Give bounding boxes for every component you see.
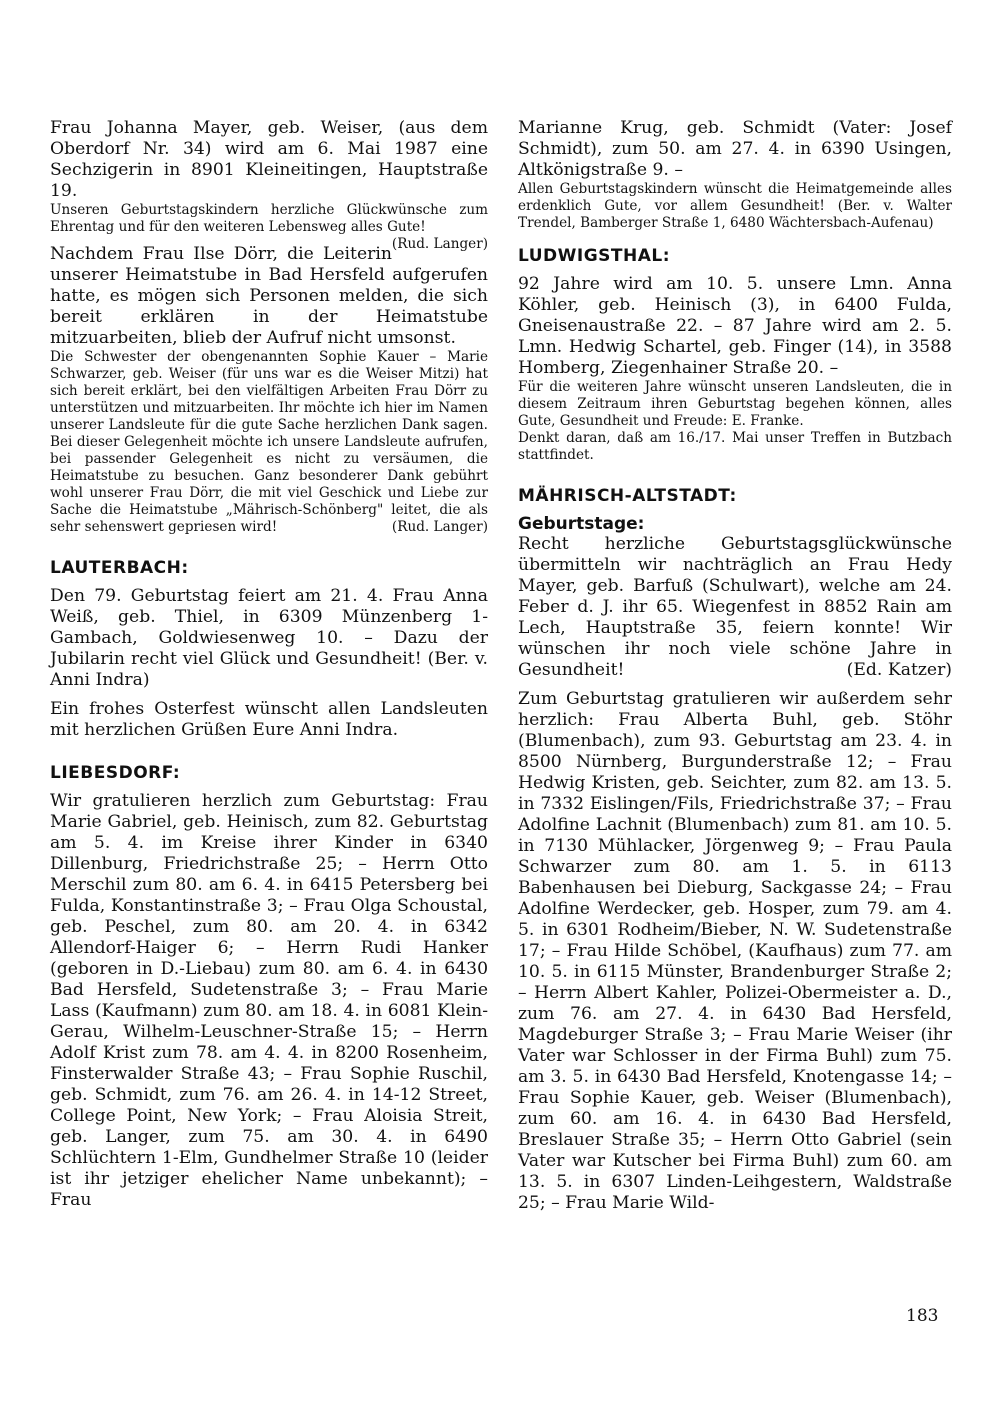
paragraph-butzbach-meeting: Denkt daran, daß am 16./17. Mai unser Treffen in Butzbach stattfindet.: [518, 430, 952, 463]
section-heading-lauterbach: LAUTERBACH:: [50, 558, 189, 578]
paragraph-altstadt-birthdays: Zum Geburtstag gratulieren wir außerdem sehr herzlich: Frau Alberta Buhl, geb. Stöhr (Blumenbach), zum 93. Geburtstag am 23. 4. in 8500 Nürnberg, Burgunderstraße 12; – Frau Hedwig Kristen, geb. Seichter, zum 82. am 13. 5. in 7332 Eislingen/Fils, Friedrichstraße 37; – Frau Adolfine Lachnit (Blumenbach) zum 81. am 10. 5. in 7130 Mühlacker, Jörgenweg 9; – Frau Paula Schwarzer zum 80. am 1. 5. in 6113 Babenhausen bei Dieburg, Sackgasse 24; – Frau Adolfine Werdecker, geb. Hosper, zum 79. am 4. 5. in 6301 Rodheim/Bieber, N. W. Sudetenstraße 17; – Frau Hilde Schöbel, (Kaufhaus) zum 77. am 10. 5. in 6115 Münster, Brandenburger Straße 2; – Herrn Albert Kahler, Polizei-Obermeister a. D., zum 76. am 27. 4. in 6430 Bad Hersfeld, Magdeburger Straße 3; – Frau Marie Weiser (ihr Vater war Schlosser in der Firma Buhl) zum 75. am 3. 5. in 6430 Bad Hersfeld, Knotengasse 14; – Frau Sophie Kauer, geb. Weiser (Blumenbach), zum 60. am 16. 4. in 6430 Bad Hersfeld, Breslauer Straße 35; – Herrn Otto Gabriel (sein Vater war Kutscher bei Firma Buhl) zum 60. am 13. 5. in 6307 Linden-Leihgestern, Waldstraße 25; – Frau Marie Wild-: [518, 689, 952, 1213]
section-heading-liebesdorf: LIEBESDORF:: [50, 763, 181, 783]
signature-ed-katzer: (Ed. Katzer): [846, 660, 952, 680]
section-heading-ludwigsthal: LUDWIGSTHAL:: [518, 246, 671, 266]
paragraph-franke-wishes: Für die weiteren Jahre wünscht unseren Landsleuten, die in diesem Zeitraum ihren Geburtstag begehen können, alles Gute, Gesundheit und Freude: E. Franke.: [518, 379, 952, 429]
signature-rud-langer-1: (Rud. Langer): [391, 236, 488, 252]
section-heading-maehrisch-altstadt: MÄHRISCH-ALTSTADT:: [518, 486, 737, 506]
paragraph-liebesdorf-birthdays: Wir gratulieren herzlich zum Geburtstag: Frau Marie Gabriel, geb. Heinisch, zum 82. Geburtstag am 5. 4. im Kreise ihrer Kinder in 6340 Dillenburg, Friedrichstraße 25; – Herrn Otto Merschil zum 80. am 6. 4. in 6415 Petersberg bei Fulda, Konstantinstraße 3; – Frau Olga Schoustal, geb. Peschel, zum 80. am 20. 4. in 6342 Allendorf-Haiger 6; – Herrn Rudi Hanker (geboren in D.-Liebau) zum 80. am 6. 4. in 6430 Bad Hersfeld, Sudetenstraße 3; – Frau Marie Lass (Kaufmann) zum 80. am 18. 4. in 6081 Klein-Gerau, Wilhelm-Leuschner-Straße 15; – Herrn Adolf Krist zum 78. am 4. 4. in 8200 Rosenheim, Finsterwalder Straße 43; – Frau Sophie Ruschil, geb. Schmidt, zum 76. am 26. 4. in 14-12 Street, College Point, New York; – Frau Aloisia Streit, geb. Langer, zum 75. am 30. 4. in 6490 Schlüchtern 1-Elm, Gundhelmer Straße 10 (leider ist ihr jetziger ehelicher Name unbekannt); – Frau: [50, 791, 488, 1210]
right-column: [518, 118, 952, 1214]
paragraph-marianne-krug: Marianne Krug, geb. Schmidt (Vater: Josef Schmidt), zum 50. am 27. 4. in 6390 Usingen, Altkönigstraße 9. –: [518, 118, 952, 180]
signature-rud-langer-2: (Rud. Langer): [391, 519, 488, 535]
paragraph-ludwigsthal-birthdays: 92 Jahre wird am 10. 5. unsere Lmn. Anna Köhler, geb. Heinisch (3), in 6400 Fulda, Gneisenaustraße 22. – 87 Jahre wird am 2. 5. Lmn. Hedwig Schartel, geb. Finger (14), in 3588 Homberg, Ziegenhainer Straße 20. –: [518, 274, 952, 378]
paragraph-anna-weiss: Den 79. Geburtstag feiert am 21. 4. Frau Anna Weiß, geb. Thiel, in 6309 Münzenberg 1-Gambach, Goldwiesenweg 10. – Dazu der Jubilarin recht viel Glück und Gesundheit! (Ber. v. Anni Indra): [50, 586, 488, 690]
left-column: [50, 118, 488, 1211]
subheading-geburtstage: Geburtstage:: [518, 514, 645, 534]
hedy-mayer-text: Recht herzliche Geburtstagsglückwünsche übermitteln wir nachträglich an Frau Hedy Mayer, geb. Barfuß (Schulwart), welche am 24. Feber d. J. ihr 65. Wiegenfest in 8852 Rain am Lech, Hauptstraße 35, feiern konnte! Wir wünschen ihr noch viele schöne Jahre in Gesundheit!: [518, 534, 952, 680]
paragraph-johanna-mayer: Frau Johanna Mayer, geb. Weiser, (aus dem Oberdorf Nr. 34) wird am 6. Mai 1987 eine Sechzigerin in 8901 Kleineitingen, Hauptstraße 19.: [50, 118, 488, 201]
marie-schwarzer-text: Die Schwester der obengenannten Sophie Kauer – Marie Schwarzer, geb. Weiser (für uns war es die Weiser Mitzi) hat sich bereit erklärt, bei den vielfältigen Arbeiten Frau Dörr zu unterstützen und mitzuarbeiten. Ihr möchte ich hier im Namen unserer Landsleute für die gute Sache herzlichen Dank sagen. Bei dieser Gelegenheit möchte ich unsere Landsleute aufrufen, bei passender Gelegenheit es nicht zu versäumen, die Heimatstube zu besuchen. Ganz besonderer Dank gebührt wohl unserer Frau Dörr, die mit viel Geschick und Liebe zur Sache die Heimatstube „Mährisch-Schönberg" leitet, die als sehr sehenswert gepriesen wird!: [50, 349, 488, 535]
paragraph-greetings: [50, 202, 488, 252]
paragraph-hedy-mayer: [518, 534, 952, 681]
paragraph-heimatstube-call: Nachdem Frau Ilse Dörr, die Leiterin unserer Heimatstube in Bad Hersfeld aufgerufen hatte, es mögen sich Personen melden, die sich bereit erklären in der Heimatstube mitzuarbeiten, blieb der Aufruf nicht umsonst.: [50, 244, 488, 348]
paragraph-marie-schwarzer: [50, 349, 488, 536]
paragraph-heimatgemeinde-wishes: Allen Geburtstagskindern wünscht die Heimatgemeinde alles erdenklich Gute, vor allem Gesundheit! (Ber. v. Walter Trendel, Bamberger Straße 1, 6480 Wächtersbach-Aufenau): [518, 181, 952, 231]
paragraph-osterfest: Ein frohes Osterfest wünscht allen Landsleuten mit herzlichen Grüßen Eure Anni Indra.: [50, 699, 488, 740]
page-number: 183: [906, 1306, 939, 1326]
greetings-text: Unseren Geburtstagskindern herzliche Glückwünsche zum Ehrentag und für den weiteren Lebensweg alles Gute!: [50, 202, 488, 235]
